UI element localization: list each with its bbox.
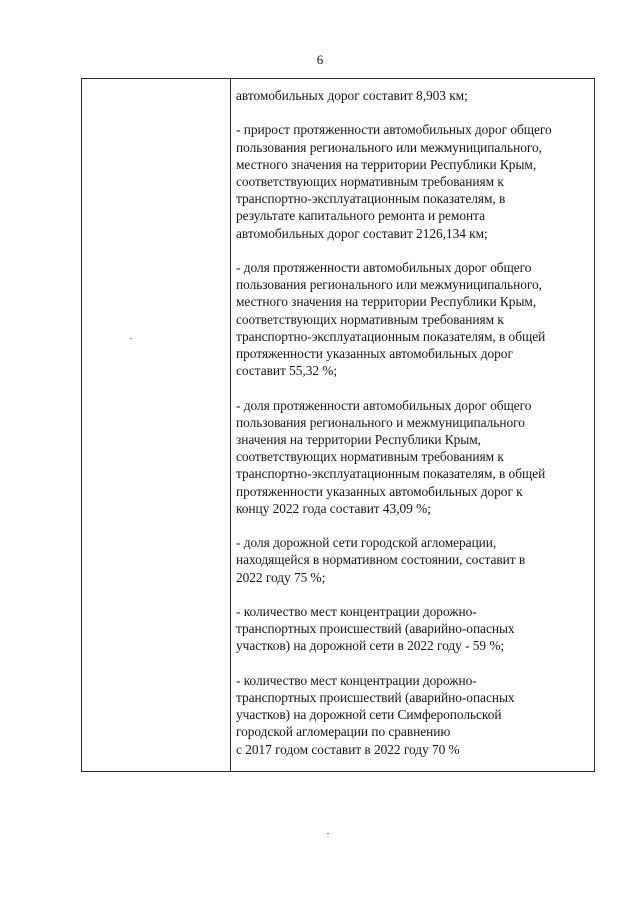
text-line: местного значения на территории Республики Крым,	[236, 294, 537, 310]
indicator-paragraph	[236, 259, 592, 379]
indicator-paragraph	[236, 121, 592, 241]
text-line: транспортных происшествий (аварийно-опасных	[236, 690, 515, 706]
text-line: городской агломерации по сравнению	[236, 724, 451, 740]
text-line: соответствующих нормативным требованиям к	[236, 311, 504, 327]
text-line: значения на территории Республики Крым,	[236, 432, 481, 448]
text-line: 2022 году 75 %;	[236, 569, 326, 585]
text-line: автомобильных дорог составит 8,903 км;	[236, 88, 468, 103]
text-line: участков) на дорожной сети в 2022 году - 59 %;	[236, 638, 505, 654]
indicators-cell	[236, 87, 592, 758]
text-line: - количество мест концентрации дорожно-	[236, 604, 477, 620]
column-divider	[230, 78, 231, 772]
text-line: - доля дорожной сети городской агломерации,	[236, 535, 497, 551]
text-line: - прирост протяженности автомобильных дорог общего	[236, 122, 552, 138]
indicator-paragraph	[236, 603, 592, 655]
text-line: соответствующих нормативным требованиям к	[236, 449, 504, 465]
text-line: транспортно-эксплуатационным показателям, в общей	[236, 328, 546, 344]
text-line: транспортно-эксплуатационным показателям, в	[236, 191, 506, 207]
text-line: участков) на дорожной сети Симферопольской	[236, 707, 502, 723]
text-line: с 2017 годом составит в 2022 году 70 %	[236, 741, 460, 757]
scan-speck	[130, 338, 132, 339]
left-empty-cell	[82, 79, 230, 771]
text-line: концу 2022 года составит 43,09 %;	[236, 500, 431, 516]
text-line: пользования регионального или межмуниципального,	[236, 139, 542, 155]
text-line: протяженности указанных автомобильных дорог к	[236, 483, 523, 499]
page-number: 6	[316, 52, 324, 67]
text-line: составит 55,32 %;	[236, 363, 338, 379]
text-line: результате капитального ремонта и ремонта	[236, 208, 485, 224]
text-line: соответствующих нормативным требованиям к	[236, 174, 504, 189]
text-line: - доля протяженности автомобильных дорог общего	[236, 397, 532, 413]
text-line: - количество мест концентрации дорожно-	[236, 672, 477, 688]
text-line: находящейся в нормативном состоянии, составит в	[236, 552, 526, 568]
indicator-paragraph	[236, 534, 592, 586]
text-line: протяженности указанных автомобильных дорог	[236, 346, 513, 362]
text-line: транспортно-эксплуатационным показателям, в общей	[236, 466, 546, 482]
text-line: пользования регионального или межмуниципального,	[236, 277, 542, 293]
indicator-paragraph	[236, 87, 592, 104]
text-line: пользования регионального и межмуниципального	[236, 414, 525, 430]
indicator-paragraph	[236, 672, 592, 758]
indicator-paragraph	[236, 397, 592, 517]
text-line: местного значения на территории Республики Крым,	[236, 156, 537, 172]
scan-speck	[327, 833, 329, 834]
text-line: автомобильных дорог составит 2126,134 км;	[236, 225, 488, 241]
text-line: транспортных происшествий (аварийно-опасных	[236, 621, 515, 637]
text-line: - доля протяженности автомобильных дорог общего	[236, 260, 532, 275]
